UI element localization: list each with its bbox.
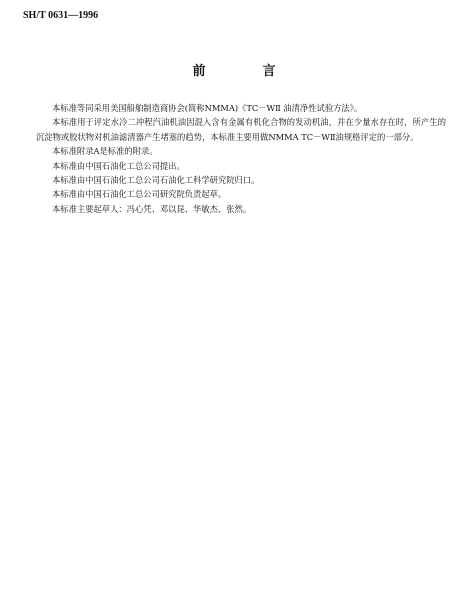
paragraph-drafted-by: 本标准由中国石油化工总公司研究院负责起草。: [52, 189, 227, 200]
paragraph-appendix-note: 本标准附录A是标准的附录。: [52, 146, 158, 157]
paragraph-proposed-by: 本标准由中国石油化工总公司提出。: [52, 160, 185, 171]
paragraph-scope-purpose: 本标准用于评定水冷二冲程汽油机油因混入含有金属有机化合物的发动机油，并在少量水存在时，所产生的沉淀物或胶状物对机油滤清器产生堵塞的趋势，本标准主要用做NMMA TC－WⅡ油规格评定的一部分。: [36, 117, 446, 142]
paragraph-managed-by: 本标准由中国石油化工总公司石油化工科学研究院归口。: [52, 175, 260, 186]
page-title: 前 言: [192, 64, 298, 79]
paragraph-drafters: 本标准主要起草人：冯心凭、邓以昆、华敏杰、张然。: [52, 203, 252, 214]
standard-number: SH/T 0631—1996: [23, 10, 99, 21]
paragraph-scope-adoption: 本标准等同采用美国船舶制造商协会(简称NMMA)《TC－WⅡ 油清净性试验方法》。: [52, 103, 363, 113]
foreword-body: [36, 101, 446, 216]
